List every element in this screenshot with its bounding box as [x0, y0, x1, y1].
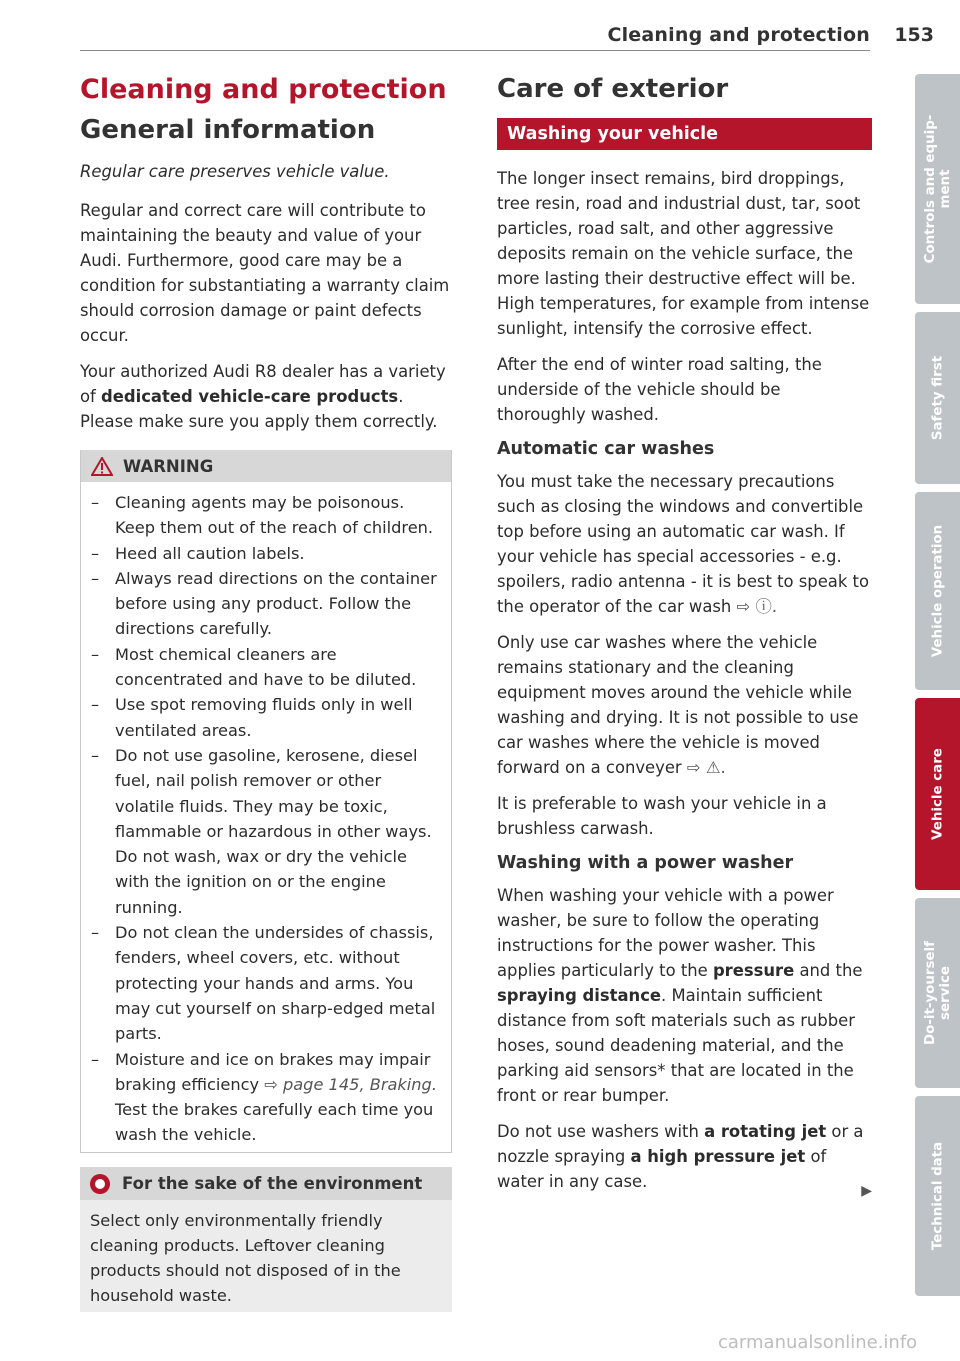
chapter-title: Cleaning and protection — [80, 74, 447, 105]
warning-box — [80, 450, 452, 1153]
environment-header — [80, 1167, 452, 1200]
intro-paragraph: Regular and correct care will contribute to maintaining the beauty and value of your Audi. Furthermore, good care may be a condition for substantiating a warranty claim should corrosion damage or paint defects occur. — [80, 201, 450, 345]
warning-link[interactable]: ⇨ ⚠. — [686, 758, 726, 777]
warning-triangle-icon — [91, 457, 113, 476]
tab-safety-first[interactable]: Safety first — [915, 312, 960, 484]
warning-item: – Moisture and ice on brakes may impair braking efficiency ⇨ page 145, Braking. Test the brakes carefully each time you wash the vehicle. — [91, 1047, 441, 1148]
brushless-paragraph: It is preferable to wash your vehicle in a brushless carwash. — [497, 794, 827, 838]
tab-vehicle-care[interactable]: Vehicle care — [915, 698, 960, 890]
dealer-paragraph: Your authorized Audi R8 dealer has a variety of dedicated vehicle-care products. Please make sure you apply them correctly. — [80, 362, 446, 431]
winter-paragraph: After the end of winter road salting, the underside of the vehicle should be thoroughly washed. — [497, 355, 822, 424]
continued-arrow-icon: ▶ — [861, 1183, 872, 1199]
left-column — [80, 74, 452, 1312]
tab-vehicle-operation[interactable]: Vehicle operation — [915, 492, 960, 690]
warning-list — [81, 482, 451, 1152]
braking-page-link[interactable]: ⇨ page 145, Braking. — [264, 1074, 437, 1094]
environment-box — [80, 1167, 452, 1312]
warning-item: – Most chemical cleaners are concentrated and have to be diluted. — [91, 642, 441, 693]
warning-item: – Heed all caution labels. — [91, 541, 441, 566]
running-head: Cleaning and protection — [607, 24, 870, 46]
washing-section-bar: Washing your vehicle — [497, 118, 872, 150]
environment-label: For the sake of the environment — [122, 1174, 423, 1194]
power-washer-paragraph: When washing your vehicle with a power washer, be sure to follow the operating instructions for the power washer. This applies particularly to the pressure and the spraying distance. Maintain sufficient distance from soft materials such as rubber hoses, sound deadening material, and the parking aid sensors* that are located in the front or rear bumper. — [497, 886, 863, 1105]
warning-item: – Cleaning agents may be poisonous. Keep them out of the reach of children. — [91, 490, 441, 541]
page-number: 153 — [894, 24, 934, 46]
environment-text: Select only environmentally friendly cleaning products. Leftover cleaning products should not disposed of in the household waste. — [90, 1210, 401, 1305]
header-rule — [80, 50, 870, 51]
precautions-paragraph: You must take the necessary precautions such as closing the windows and convertible top before using an automatic car wash. If your vehicle has special accessories - e.g. spoilers, radio antenna - it is best to speak to the operator of the car wash ⇨ ⓘ. — [497, 472, 869, 616]
warning-item: – Do not use gasoline, kerosene, diesel fuel, nail polish remover or other volatile fluids. They may be toxic, flammable or hazardous in other ways. Do not wash, wax or dry the vehicle with the ignition on or the engine running. — [91, 743, 441, 920]
right-column — [497, 74, 872, 1199]
warning-header — [81, 450, 451, 482]
warning-item: – Use spot removing fluids only in well ventilated areas. — [91, 692, 441, 743]
section-title: General information — [80, 115, 376, 145]
tab-do-it-yourself-service[interactable]: Do-it-yourself service — [915, 898, 960, 1088]
section-subtitle: Regular care preserves vehicle value. — [80, 162, 390, 181]
environment-icon — [90, 1174, 110, 1194]
caution-link[interactable]: ⇨ ⓘ. — [736, 597, 778, 616]
watermark: carmanualsonline.info — [718, 1332, 918, 1353]
stationary-paragraph: Only use car washes where the vehicle remains stationary and the cleaning equipment moves around the vehicle while washing and drying. It is not possible to use car washes where the vehicle is moved forward on a conveyer ⇨ ⚠. — [497, 633, 859, 777]
warning-item: – Always read directions on the container before using any product. Follow the directions carefully. — [91, 566, 441, 642]
tab-controls-and-equipment[interactable]: Controls and equip- ment — [915, 74, 960, 304]
tab-technical-data[interactable]: Technical data — [915, 1096, 960, 1296]
warning-label: WARNING — [123, 457, 214, 476]
deposits-paragraph: The longer insect remains, bird droppings, tree resin, road and industrial dust, tar, soot particles, road salt, and other aggressive deposits remain on the vehicle surface, the more lasting their destructive effect will be. High temperatures, for example from intense sunlight, intensify the corrosive effect. — [497, 169, 870, 338]
automatic-car-washes-heading: Automatic car washes — [497, 439, 715, 459]
warning-item: – Do not clean the undersides of chassis, fenders, wheel covers, etc. without protecting your hands and arms. You may cut yourself on sharp-edged metal parts. — [91, 920, 441, 1046]
care-of-exterior-title: Care of exterior — [497, 74, 729, 104]
power-washer-heading: Washing with a power washer — [497, 853, 794, 873]
jet-paragraph: Do not use washers with a rotating jet or a nozzle spraying a high pressure jet of water in any case. — [497, 1122, 864, 1191]
